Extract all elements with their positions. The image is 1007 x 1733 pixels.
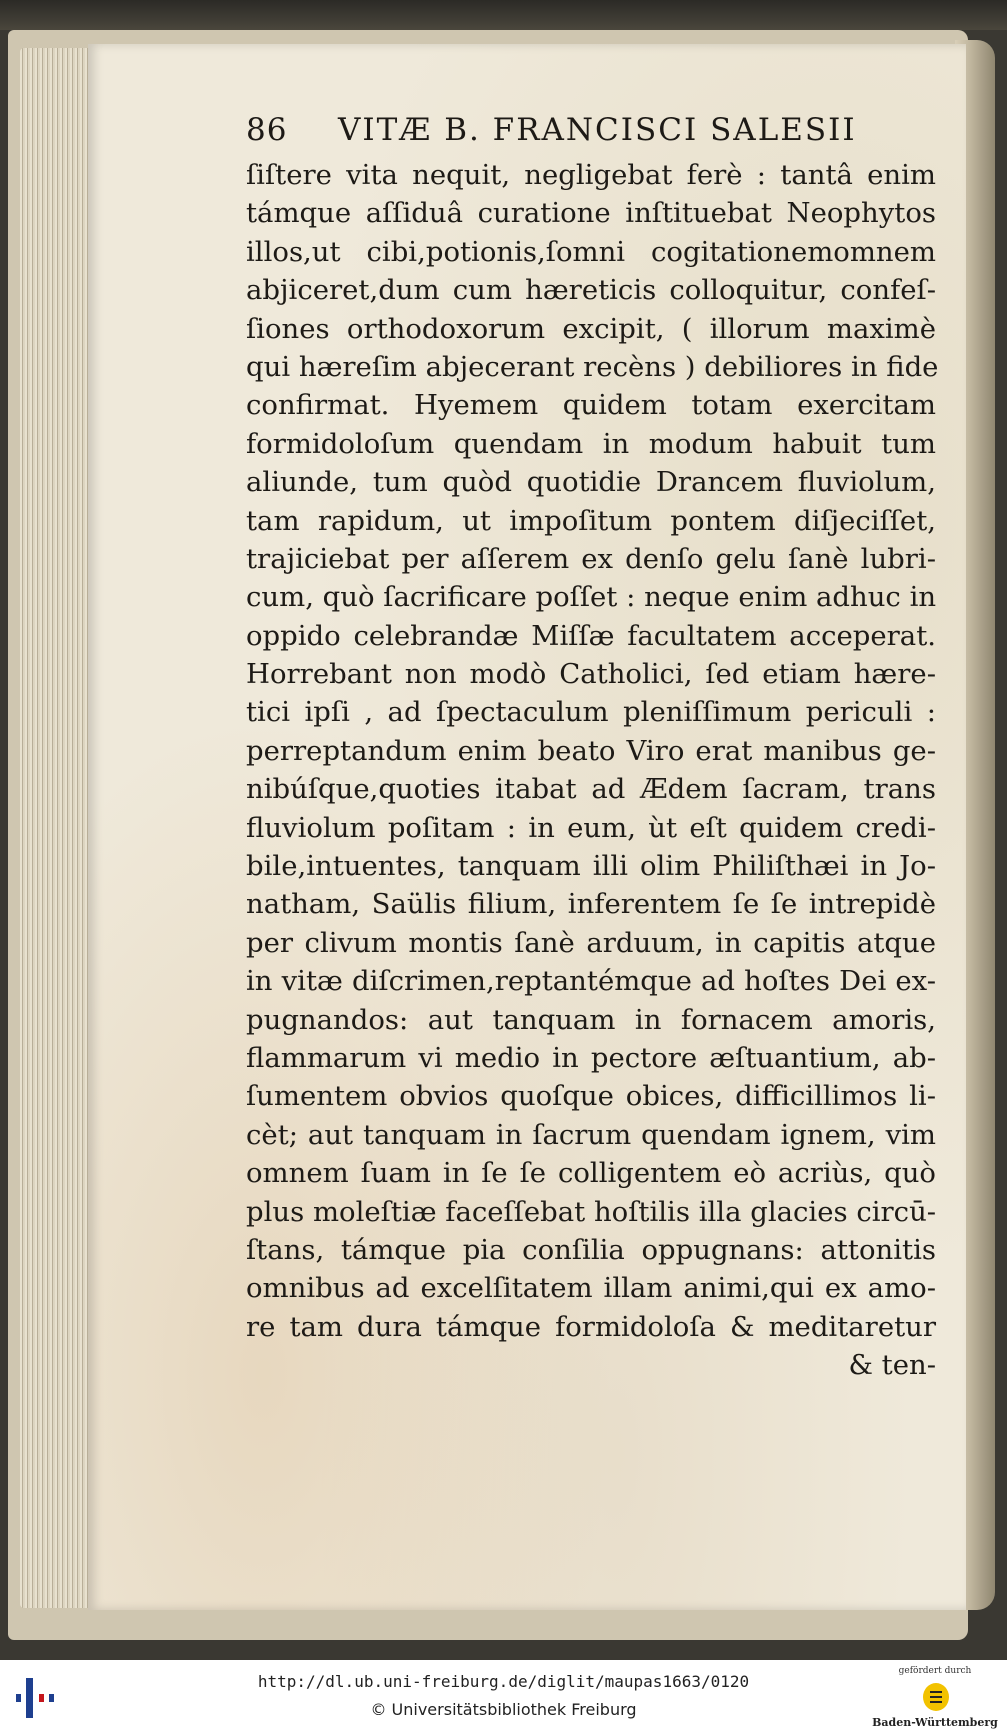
text-line: re tam dura támque formidoloſa & meditaretur: [246, 1310, 936, 1343]
text-line: illos,ut cibi,potionis,ſomni cogitationemomnem: [246, 235, 936, 268]
page-number: 86: [246, 112, 288, 148]
baden-wuerttemberg-coat-of-arms-icon: [922, 1682, 950, 1712]
text-line: ſtans, támque pia conſilia oppugnans: attonitis: [246, 1233, 936, 1266]
text-line: formidoloſum quendam in modum habuit tum: [246, 427, 936, 460]
running-head: [246, 112, 936, 156]
text-line: in vitæ diſcrimen,reptantémque ad hoſtes Dei ex-: [246, 965, 936, 998]
text-line: confirmat. Hyemem quidem totam exercitam: [246, 389, 936, 422]
copyright-text: © Universitätsbibliothek Freiburg: [370, 1700, 637, 1719]
text-line: Horrebant non modò Catholici, ſed etiam hære-: [246, 658, 936, 691]
scan-top-border: [0, 0, 1007, 30]
sponsor-badge: [870, 1666, 1000, 1730]
text-line: tam rapidum, ut impoſitum pontem diſjeciſſet,: [246, 504, 936, 537]
text-line: abjiceret,dum cum hæreticis colloquitur, confeſ-: [246, 274, 936, 307]
text-line: plus moleſtiæ faceſſebat hoſtilis illa glacies circū-: [246, 1195, 937, 1228]
body-text: [246, 156, 939, 1346]
text-line: flammarum vi medio in pectore æſtuantium, ab-: [246, 1041, 936, 1074]
document-url-link[interactable]: http://dl.ub.uni-freiburg.de/diglit/maupas1663/0120: [257, 1672, 750, 1691]
text-line: perreptandum enim beato Viro erat manibus ge-: [246, 734, 936, 767]
text-line: pugnandos: aut tanquam in fornacem amoris,: [246, 1003, 936, 1036]
text-line: omnem ſuam in ſe ſe colligentem eò acriùs, quò: [246, 1157, 936, 1190]
text-line: qui hæreſim abjecerant recèns ) debiliores in fide: [246, 350, 939, 383]
page-text-block: [246, 112, 939, 1384]
text-line: oppido celebrandæ Miſſæ facultatem acceperat.: [246, 619, 936, 652]
text-line: omnibus ad excelſitatem illam animi,qui ex amo-: [246, 1272, 936, 1305]
text-line: fluviolum poſitam : in eum, ùt eſt quidem credi-: [246, 811, 936, 844]
text-line: nibúſque,quoties itabat ad Ædem ſacram, trans: [246, 773, 936, 806]
text-line: tici ipſi , ad ſpectaculum pleniſſimum periculi :: [246, 696, 936, 729]
text-line: ſiones orthodoxorum excipit, ( illorum maximè: [246, 312, 936, 345]
text-line: ſumentem obvios quoſque obices, difficillimos li-: [246, 1080, 936, 1113]
sponsor-name: Baden-Württemberg: [872, 1716, 998, 1729]
text-line: natham, Saülis filium, inferentem ſe ſe intrepidè: [246, 888, 936, 921]
text-line: támque aſſiduâ curatione inſtituebat Neophytos: [246, 197, 936, 230]
text-line: ſiſtere vita nequit, negligebat ferè : tantâ enim: [246, 159, 936, 191]
text-line: aliunde, tum quòd quotidie Drancem fluviolum,: [246, 466, 936, 499]
sponsor-label: gefördert durch: [898, 1666, 972, 1676]
text-line: trajiciebat per aſſerem ex denſo gelu ſanè lubri-: [246, 542, 936, 575]
text-line: cèt; aut tanquam in ſacrum quendam ignem, vim: [246, 1118, 936, 1151]
text-line: cum, quò ſacrificare poſſet : neque enim adhuc in: [246, 581, 937, 614]
footer-bar: [0, 1660, 1007, 1733]
text-line: per clivum montis ſanè arduum, in capitis atque: [246, 926, 936, 959]
catchword: & ten-: [848, 1349, 936, 1382]
page-edges: [20, 48, 90, 1608]
running-head-title: VITÆ B. FRANCISCI SALESII: [338, 112, 857, 148]
text-line: bile,intuentes, tanquam illi olim Philiſthæi in Jo-: [246, 850, 936, 883]
